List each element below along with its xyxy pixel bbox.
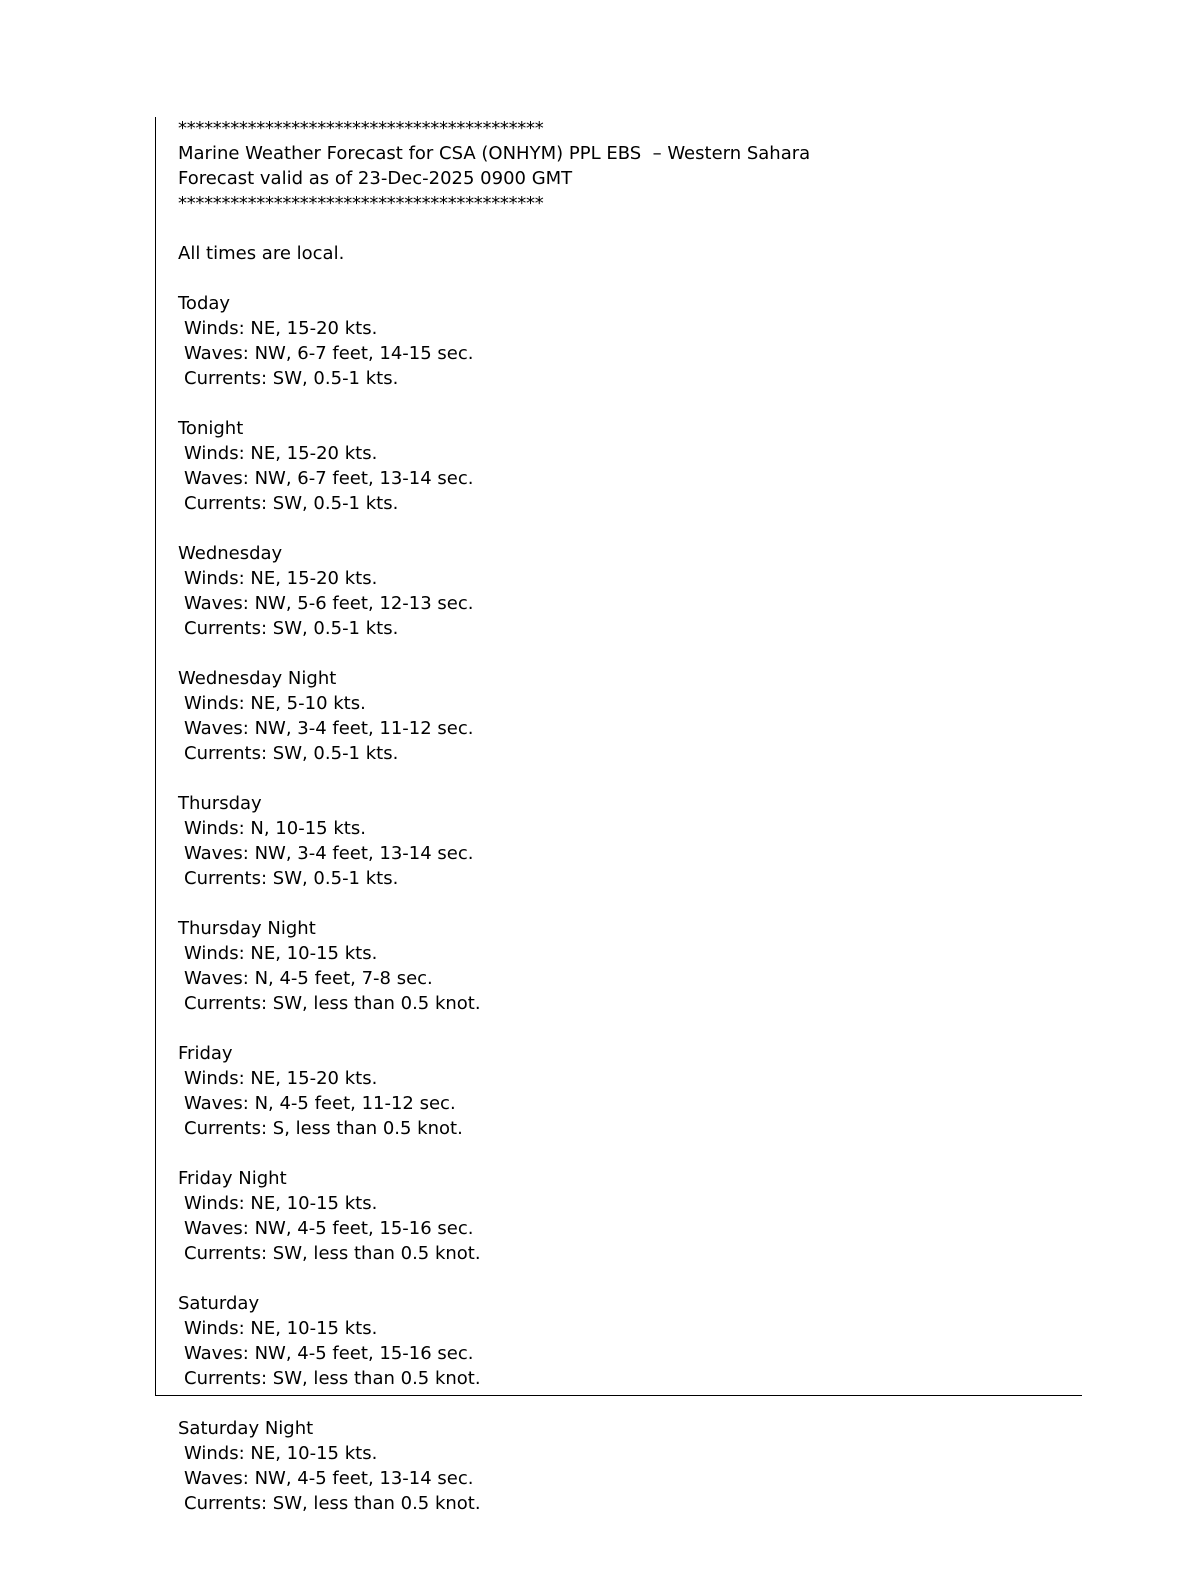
period-name: Tonight	[178, 418, 244, 439]
waves-line: Waves: NW, 6-7 feet, 14-15 sec.	[184, 343, 474, 364]
forecast-periods	[178, 291, 1078, 1541]
blank-line	[178, 1391, 1078, 1416]
waves-line: Waves: NW, 4-5 feet, 15-16 sec.	[184, 1343, 474, 1364]
waves-line: Waves: NW, 3-4 feet, 11-12 sec.	[184, 718, 474, 739]
winds-line: Winds: NE, 5-10 kts.	[184, 693, 366, 714]
blank-line	[178, 391, 1078, 416]
star-divider-top: ******************************************	[178, 118, 544, 139]
forecast-title: Marine Weather Forecast for CSA (ONHYM) PPL EBS – Western Sahara	[178, 143, 811, 164]
forecast-valid-time: Forecast valid as of 23-Dec-2025 0900 GMT	[178, 168, 573, 189]
period-name: Thursday Night	[178, 918, 316, 939]
blank-line	[178, 891, 1078, 916]
blank-line	[178, 1516, 1078, 1541]
forecast-period	[178, 791, 1078, 916]
forecast-period	[178, 1041, 1078, 1166]
period-name: Wednesday	[178, 543, 283, 564]
waves-line: Waves: NW, 4-5 feet, 13-14 sec.	[184, 1468, 474, 1489]
blank-line	[178, 266, 1078, 291]
waves-line: Waves: NW, 3-4 feet, 13-14 sec.	[184, 843, 474, 864]
blank-line	[178, 1266, 1078, 1291]
blank-line	[178, 1016, 1078, 1041]
currents-line: Currents: S, less than 0.5 knot.	[184, 1118, 463, 1139]
winds-line: Winds: NE, 15-20 kts.	[184, 568, 378, 589]
winds-line: Winds: NE, 10-15 kts.	[184, 1318, 378, 1339]
blank-line	[178, 766, 1078, 791]
currents-line: Currents: SW, less than 0.5 knot.	[184, 1493, 481, 1514]
period-name: Friday Night	[178, 1168, 287, 1189]
waves-line: Waves: NW, 4-5 feet, 15-16 sec.	[184, 1218, 474, 1239]
forecast-period	[178, 541, 1078, 666]
period-name: Today	[178, 293, 231, 314]
period-name: Thursday	[178, 793, 262, 814]
currents-line: Currents: SW, less than 0.5 knot.	[184, 1368, 481, 1389]
blank-line	[178, 516, 1078, 541]
forecast-period	[178, 291, 1078, 416]
currents-line: Currents: SW, less than 0.5 knot.	[184, 1243, 481, 1264]
blank-line	[178, 216, 1078, 241]
forecast-period	[178, 416, 1078, 541]
winds-line: Winds: NE, 15-20 kts.	[184, 1068, 378, 1089]
blank-line	[178, 641, 1078, 666]
forecast-document	[178, 116, 1078, 1541]
forecast-period	[178, 1416, 1078, 1541]
winds-line: Winds: NE, 10-15 kts.	[184, 943, 378, 964]
forecast-period	[178, 1291, 1078, 1416]
forecast-period	[178, 1166, 1078, 1291]
currents-line: Currents: SW, less than 0.5 knot.	[184, 993, 481, 1014]
forecast-period	[178, 916, 1078, 1041]
currents-line: Currents: SW, 0.5-1 kts.	[184, 743, 399, 764]
winds-line: Winds: N, 10-15 kts.	[184, 818, 366, 839]
winds-line: Winds: NE, 10-15 kts.	[184, 1193, 378, 1214]
star-divider-bottom: ******************************************	[178, 193, 544, 214]
period-name: Wednesday Night	[178, 668, 337, 689]
waves-line: Waves: NW, 6-7 feet, 13-14 sec.	[184, 468, 474, 489]
currents-line: Currents: SW, 0.5-1 kts.	[184, 368, 399, 389]
winds-line: Winds: NE, 15-20 kts.	[184, 443, 378, 464]
waves-line: Waves: N, 4-5 feet, 11-12 sec.	[184, 1093, 456, 1114]
period-name: Saturday Night	[178, 1418, 314, 1439]
winds-line: Winds: NE, 15-20 kts.	[184, 318, 378, 339]
forecast-period	[178, 666, 1078, 791]
period-name: Friday	[178, 1043, 233, 1064]
waves-line: Waves: NW, 5-6 feet, 12-13 sec.	[184, 593, 474, 614]
blank-line	[178, 1141, 1078, 1166]
currents-line: Currents: SW, 0.5-1 kts.	[184, 493, 399, 514]
currents-line: Currents: SW, 0.5-1 kts.	[184, 618, 399, 639]
waves-line: Waves: N, 4-5 feet, 7-8 sec.	[184, 968, 433, 989]
winds-line: Winds: NE, 10-15 kts.	[184, 1443, 378, 1464]
times-note: All times are local.	[178, 243, 345, 264]
currents-line: Currents: SW, 0.5-1 kts.	[184, 868, 399, 889]
period-name: Saturday	[178, 1293, 260, 1314]
